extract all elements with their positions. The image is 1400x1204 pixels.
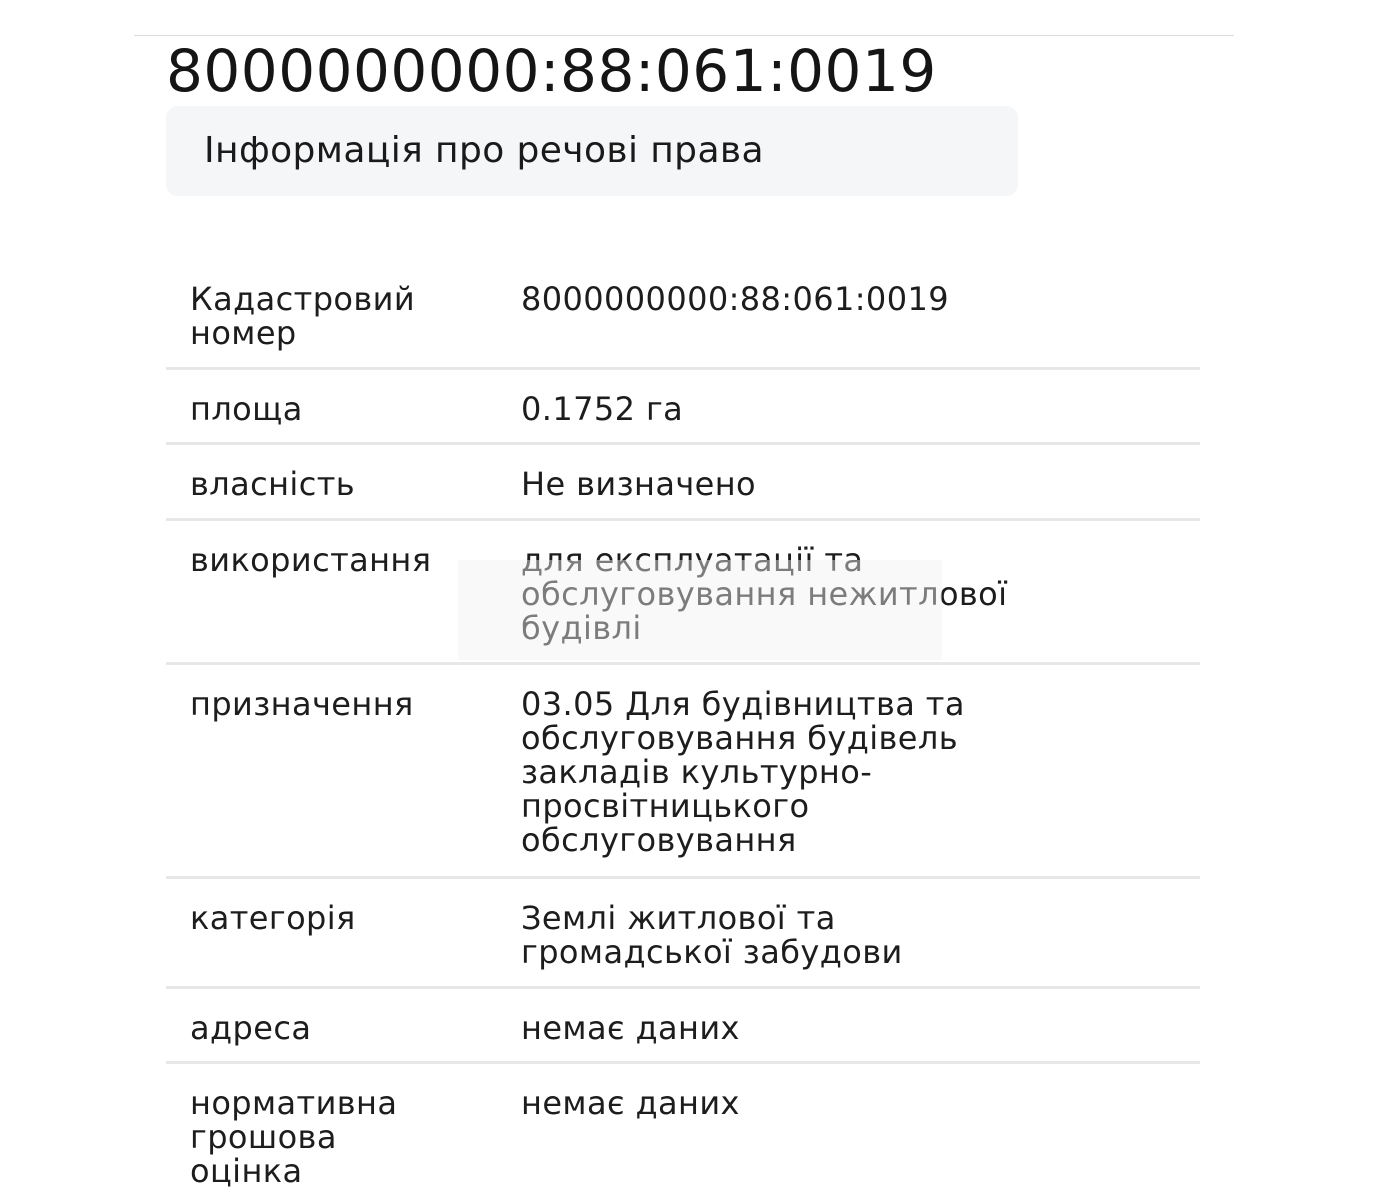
tab-property-rights-info[interactable] xyxy=(166,106,1018,196)
row-value: для експлуатації та обслуговування нежитлової будівлі xyxy=(521,541,1008,647)
table-row-normative-valuation xyxy=(166,1064,1200,1204)
row-value: Землі житлової та громадської забудови xyxy=(521,899,903,971)
top-divider xyxy=(134,35,1234,36)
row-label: площа xyxy=(190,390,303,428)
row-value: 8000000000:88:061:0019 xyxy=(521,280,949,318)
row-label: нормативна грошова оцінка xyxy=(190,1084,398,1190)
row-label: власність xyxy=(190,465,356,503)
table-row-category xyxy=(166,879,1200,989)
table-row-area xyxy=(166,370,1200,445)
parcel-info-table xyxy=(166,268,1200,1204)
page-title: 8000000000:88:061:0019 xyxy=(166,37,937,105)
row-label: використання xyxy=(190,541,432,579)
row-value: 0.1752 га xyxy=(521,390,684,428)
table-row-purpose xyxy=(166,665,1200,879)
row-value: немає даних xyxy=(521,1009,740,1047)
table-row-usage xyxy=(166,521,1200,665)
table-row-cadastral-number xyxy=(166,268,1200,370)
table-row-ownership xyxy=(166,445,1200,521)
row-value: немає даних xyxy=(521,1084,740,1122)
table-row-address xyxy=(166,989,1200,1064)
row-label: категорія xyxy=(190,899,356,937)
row-value: 03.05 Для будівництва та обслуговування будівель закладів культурно- просвітницького обслуговування xyxy=(521,685,965,859)
row-label: адреса xyxy=(190,1009,312,1047)
row-label: Кадастровий номер xyxy=(190,280,416,352)
tab-property-rights-info-label: Інформація про речові права xyxy=(204,130,764,171)
row-label: призначення xyxy=(190,685,414,723)
row-value: Не визначено xyxy=(521,465,757,503)
